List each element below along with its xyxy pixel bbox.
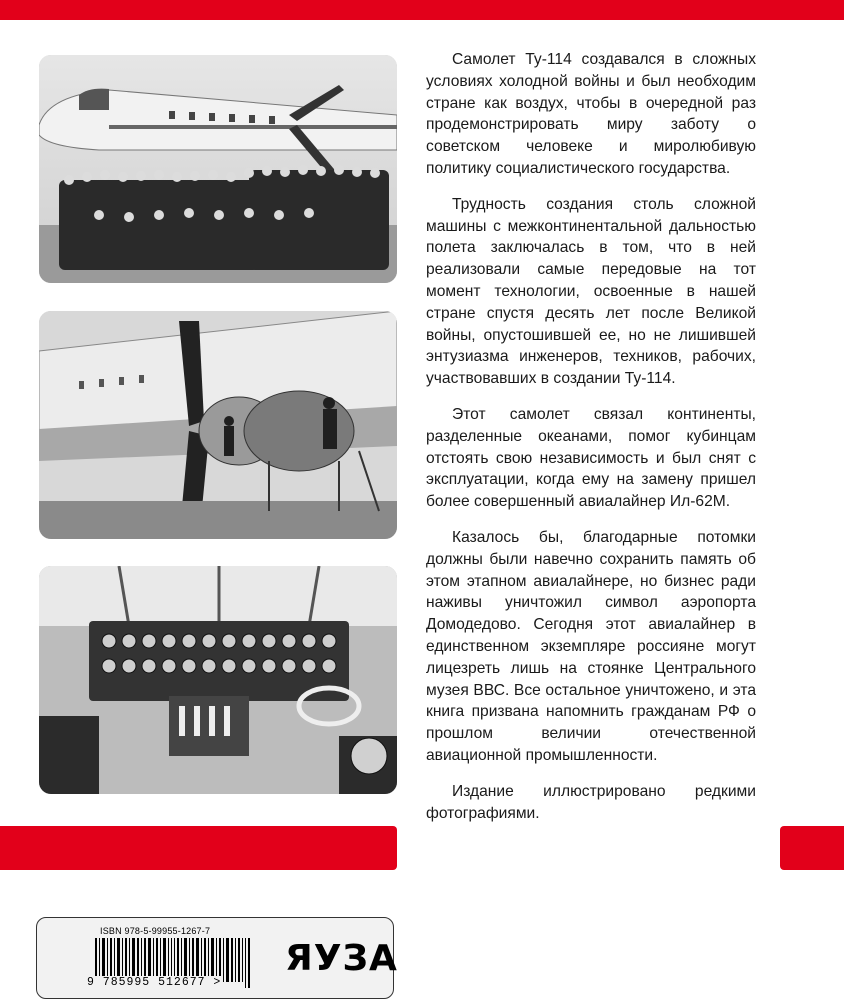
- barcode-panel: [36, 917, 398, 999]
- publisher-logo: ЯУЗА: [285, 938, 398, 979]
- red-band-right: [780, 826, 844, 870]
- isbn-label: ISBN 978-5-99955-1267-7: [100, 926, 211, 936]
- photo-engine-maintenance: [39, 311, 397, 539]
- paragraph-1: Самолет Ту-114 создавался в сложных условиях холодной войны и был необходим стране как воздух, чтобы в очередной раз продемонстрировать миру заботу о советском человеке и миролюбивую политику социалистического государства.: [426, 51, 756, 177]
- paragraph-2: Трудность создания столь сложной машины с межконтинентальной дальностью полета заключалась в том, что в ней реализовали самые передовые на тот момент технологии, освоенные в нашей стране спустя десять лет после Великой войны, опустошившей ее, но не лишившей энтузиазма инженеров, техников, рабочих, участвовавших в создании Ту-114.: [426, 195, 756, 388]
- paragraph-5: Издание иллюстрировано редкими фотографиями.: [426, 782, 756, 822]
- top-red-strip: [0, 0, 844, 20]
- paragraph-3: Этот самолет связал континенты, разделенные океанами, помог кубинцам отстоять свою независимость и был снят с эксплуатации, когда ему на замену пришел более совершенный авиалайнер Ил-62М.: [426, 405, 756, 511]
- photo-cockpit: [39, 566, 397, 794]
- description-text: [426, 49, 756, 838]
- red-band-left: [0, 826, 397, 870]
- barcode-digits: 9 785995 512677 >: [87, 976, 222, 989]
- paragraph-4: Казалось бы, благодарные потомки должны были навечно сохранить память об этом этапном авиалайнере, но бизнес ради наживы уничтожил символ аэропорта Домодедово. Сегодня этот авиалайнер в единственном экземпляре россияне могут лицезреть лишь на стоянке Центрального музея ВВС. Все остальное уничтожено, и эта книга призвана напомнить гражданам РФ о прошлом величии отечественной авиационной промышленности.: [426, 528, 756, 764]
- photo-crew-with-aircraft: [39, 55, 397, 283]
